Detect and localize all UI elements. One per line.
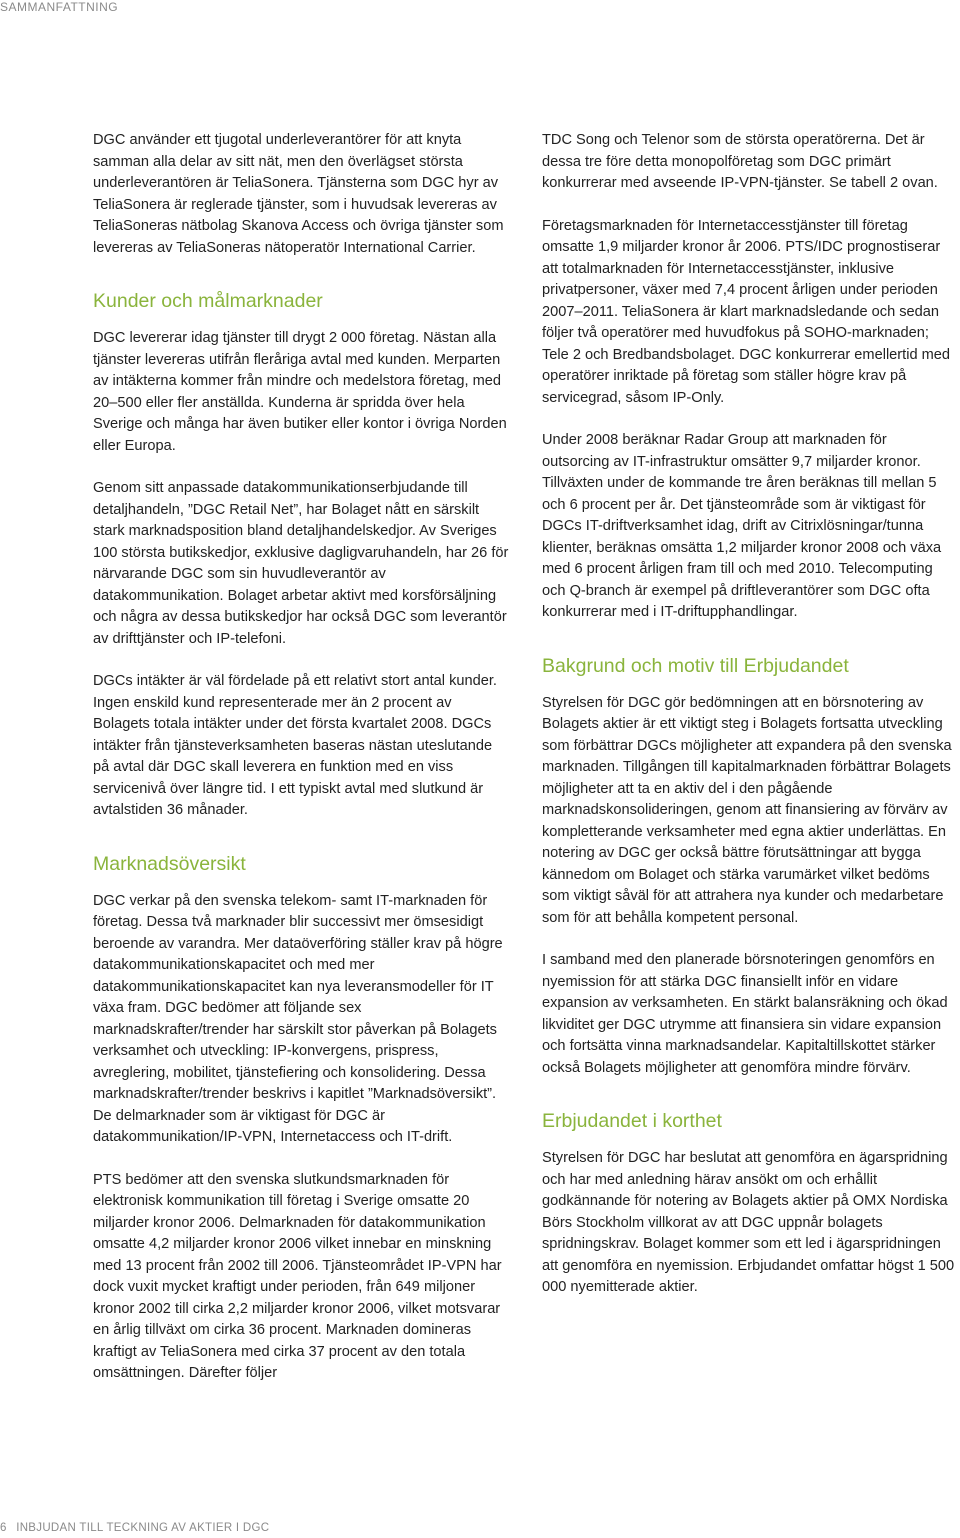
heading-marknadsoversikt: Marknadsöversikt bbox=[93, 852, 246, 875]
left-column bbox=[93, 130, 509, 1385]
running-head: SAMMANFATTNING bbox=[0, 0, 119, 14]
paragraph-bakgrund: Styrelsen för DGC gör bedömningen att en börsnotering av Bolagets aktier är ett viktigt steg i Bolagets fortsatta utveckling som förbättrar DGCs möjligheter att expandera på den svenska marknaden. Tillgången till kapitalmarknaden förbättrar Bolagets möjligheter att ta en aktiv del i den pågående marknadskonsolideringen, genom att finansiering av förvärv av kompletterande verksamheter med egna aktier underlättas. En notering av DGC ger också bättre förutsättningar att bygga kännedom om Bolaget och stärka varumärket vilket bedöms som viktigt såväl för att attrahera nya kunder och medarbetare som för att behålla kompetent personal. bbox=[542, 694, 952, 926]
heading-erbjudandet: Erbjudandet i korthet bbox=[542, 1110, 722, 1132]
paragraph-erbjudandet: Styrelsen för DGC har beslutat att genomföra en ägarspridning och har med anledning härav ansökt om och erhållit godkännande för notering av Bolagets aktier på OMX Nordiska Börs Stockholm villkorat av att DGC uppnår bolagets spridningskrav. Bolaget kommer som ett led i ägarspridningen att genomföra en nyemission. Erbjudandet omfattar högst 1 500 000 nyemitterade aktier. bbox=[542, 1150, 955, 1295]
page-footer bbox=[0, 1522, 269, 1534]
paragraph-pts: PTS bedömer att den svenska slutkundsmarknaden för elektronisk kommunikation till företag i Sverige omsatte 20 miljarder kronor 2006. Delmarknaden för datakommunikation omsatte 4,2 miljarder kronor 2006 vilket innebar en minskning med 13 procent från 2002 till 2006. Tjänsteområdet IP-VPN har dock vuxit mycket kraftigt under perioden, från 649 miljoner kronor 2002 till cirka 2,2 miljarder kronor 2006, vilket motsvarar en årlig tillväxt om cirka 36 procent. Marknaden domineras kraftigt av TeliaSonera med cirka 37 procent av den totala omsättningen. Därefter följer bbox=[93, 1171, 502, 1381]
paragraph-underleverantorer: DGC använder ett tjugotal underleverantörer för att knyta samman alla delar av sitt nät, men den överlägset största underleverantören är TeliaSonera. Tjänsterna som DGC hyr av TeliaSonera är reglerade tjänster, som i huvudsak levereras av TeliaSoneras nätbolag Skanova Access och övriga tjänster som levereras av TeliaSoneras nätoperatör International Carrier. bbox=[93, 132, 504, 256]
right-column bbox=[542, 130, 958, 1299]
heading-kunder: Kunder och målmarknader bbox=[93, 290, 323, 312]
paragraph-nyemission: I samband med den planerade börsnoteringen genomförs en nyemission för att stärka DGC finansiellt inför en vidare expansion av verksamheten. En stärkt balansräkning och ökad likviditet ger DGC utrymme att finansiera sin vidare expansion och fortsätta vinna marknadsandelar. Kapitaltillskottet stärker också Bolagets möjligheter att genomföra mindre förvärv. bbox=[542, 952, 948, 1076]
paragraph-marknad: DGC verkar på den svenska telekom- samt IT-marknaden för företag. Dessa två marknader blir successivt mer ömsesidigt beroende av varandra. Mer dataöverföring ställer krav på högre datakommunikationskapacitet och med mer datakommunikationskapacitet kan nya leveransmodeller för IT växa fram. DGC bedömer att följande sex marknadskrafter/trender har särskilt stor påverkan på Bolagets verksamhet och utveckling: IP-konvergens, prispress, avreglering, mobilitet, tjänstefiering och konsolidering. Dessa marknadskrafter/trender beskrivs i kapitlet ”Marknadsöversikt”. De delmarknader som är viktigast för DGC är datakommunikation/IP-VPN, Internetaccess och IT-drift. bbox=[93, 892, 503, 1145]
heading-bakgrund: Bakgrund och motiv till Erbjudandet bbox=[542, 654, 849, 677]
paragraph-it-drift: Under 2008 beräknar Radar Group att marknaden för outsorcing av IT-infrastruktur omsätter 9,7 miljarder kronor. Tillväxten under de kommande tre åren beräknas till mellan 5 och 6 procent per år. Det tjänsteområde som är viktigast för DGCs IT-driftverksamhet idag, drift av Citrixlösningar/tunna klienter, beräknas omsätta 1,2 miljarder kronor 2008 och växa med 6 procent årligen fram till och med 2010. Telecomputing och Q-branch är exempel på driftleverantörer som DGC ofta konkurrerar med i IT-driftupphandlingar. bbox=[542, 432, 942, 620]
paragraph-internetaccess: Företagsmarknaden för Internetaccesstjänster till företag omsatte 1,9 miljarder kronor år 2006. PTS/IDC prognostiserar att totalmarknaden för Internetaccesstjänster, inklusive privatpersoner, växer med 7,4 procent årligen under perioden 2007–2011. TeliaSonera är klart marknadsledande och sedan följer två operatörer med huvudfokus på SOHO-marknaden; Tele 2 och Bredbandsbolaget. DGC konkurrerar emellertid med operatörer inriktade på företag som ställer högre krav på servicegrad, såsom IP-Only. bbox=[542, 217, 951, 406]
paragraph-kunder: DGC levererar idag tjänster till drygt 2 000 företag. Nästan alla tjänster levereras utifrån fleråriga avtal med kunden. Merparten av intäkterna kommer från mindre och medelstora företag, med 20–500 eller fler anställda. Kunderna är spridda över hela Sverige och många har även butiker eller kontor i övriga Norden eller Europa. bbox=[93, 330, 507, 454]
footer-title: INBJUDAN TILL TECKNING AV AKTIER I DGC bbox=[16, 1522, 270, 1534]
paragraph-retail-net: Genom sitt anpassade datakommunikationserbjudande till detaljhandeln, ”DGC Retail Net”, har Bolaget nått en särskilt stark marknadsposition bland detaljhandelskedjor. Av Sveriges 100 största butikskedjor, exklusive dagligvaruhandeln, har 26 för närvarande DGC som sin huvudleverantör av datakommunikation. Bolaget arbetar aktivt med korsförsäljning och några av dessa butikskedjor har också DGC som leverantör av drifttjänster och IP-telefoni. bbox=[93, 480, 509, 647]
paragraph-intakter: DGCs intäkter är väl fördelade på ett relativt stort antal kunder. Ingen enskild kund representerade mer än 2 procent av Bolagets totala intäkter under det första kvartalet 2008. DGCs intäkter från tjänsteverksamheten baseras nästan uteslutande på avtal där DGC skall leverera en funktion med en viss servicenivå över längre tid. I ett typiskt avtal med slutkund är avtalstiden 36 månader. bbox=[93, 673, 497, 818]
paragraph-operatorer: TDC Song och Telenor som de största operatörerna. Det är dessa tre före detta monopolföretag som DGC primärt konkurrerar med avseende IP-VPN-tjänster. Se tabell 2 ovan. bbox=[542, 132, 938, 191]
page-number: 6 bbox=[0, 1522, 7, 1534]
